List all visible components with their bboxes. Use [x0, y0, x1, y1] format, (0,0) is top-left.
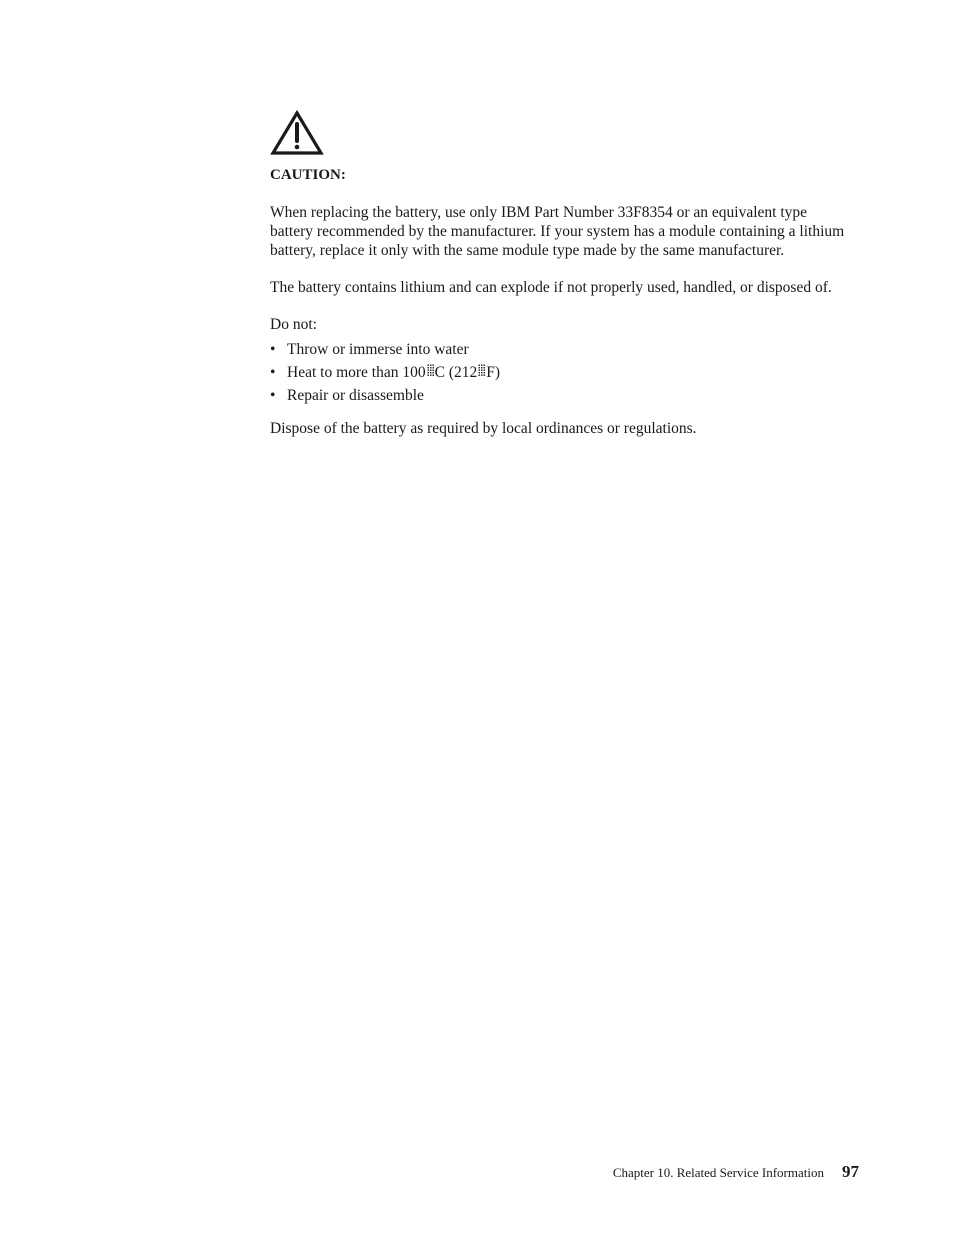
bullet-icon: • [270, 341, 276, 358]
list-item [270, 363, 845, 382]
bullet-icon: • [270, 387, 276, 404]
list-item-text: Repair or disassemble [287, 387, 424, 404]
list-item [270, 386, 845, 405]
warning-triangle-icon [270, 110, 324, 156]
list-item-text-part: C (212 [434, 364, 478, 381]
do-not-list [270, 340, 845, 405]
footer-chapter-title: Chapter 10. Related Service Information [612, 1165, 824, 1180]
lithium-warning-paragraph: The battery contains lithium and can explode if not properly used, handled, or disposed of. [270, 279, 832, 296]
bullet-icon: • [270, 364, 276, 381]
degree-glyph-icon [478, 364, 485, 376]
list-item-text: Throw or immerse into water [287, 341, 469, 358]
disposal-paragraph: Dispose of the battery as required by local ordinances or regulations. [270, 420, 697, 437]
degree-glyph-icon [427, 364, 434, 376]
battery-replacement-paragraph: When replacing the battery, use only IBM Part Number 33F8354 or an equivalent type battery recommended by the manufacturer. If your system has a module containing a lithium battery, replace it only with the same module type made by the same manufacturer. [270, 204, 845, 259]
caution-label: CAUTION: [270, 167, 346, 183]
list-item-text-part: Heat to more than 100 [287, 364, 426, 381]
caution-notice [270, 110, 845, 438]
list-item [270, 340, 845, 359]
list-item-text-part: F) [486, 364, 501, 381]
do-not-heading: Do not: [270, 316, 317, 333]
page-footer [613, 1162, 859, 1182]
page-number: 97 [842, 1162, 859, 1181]
